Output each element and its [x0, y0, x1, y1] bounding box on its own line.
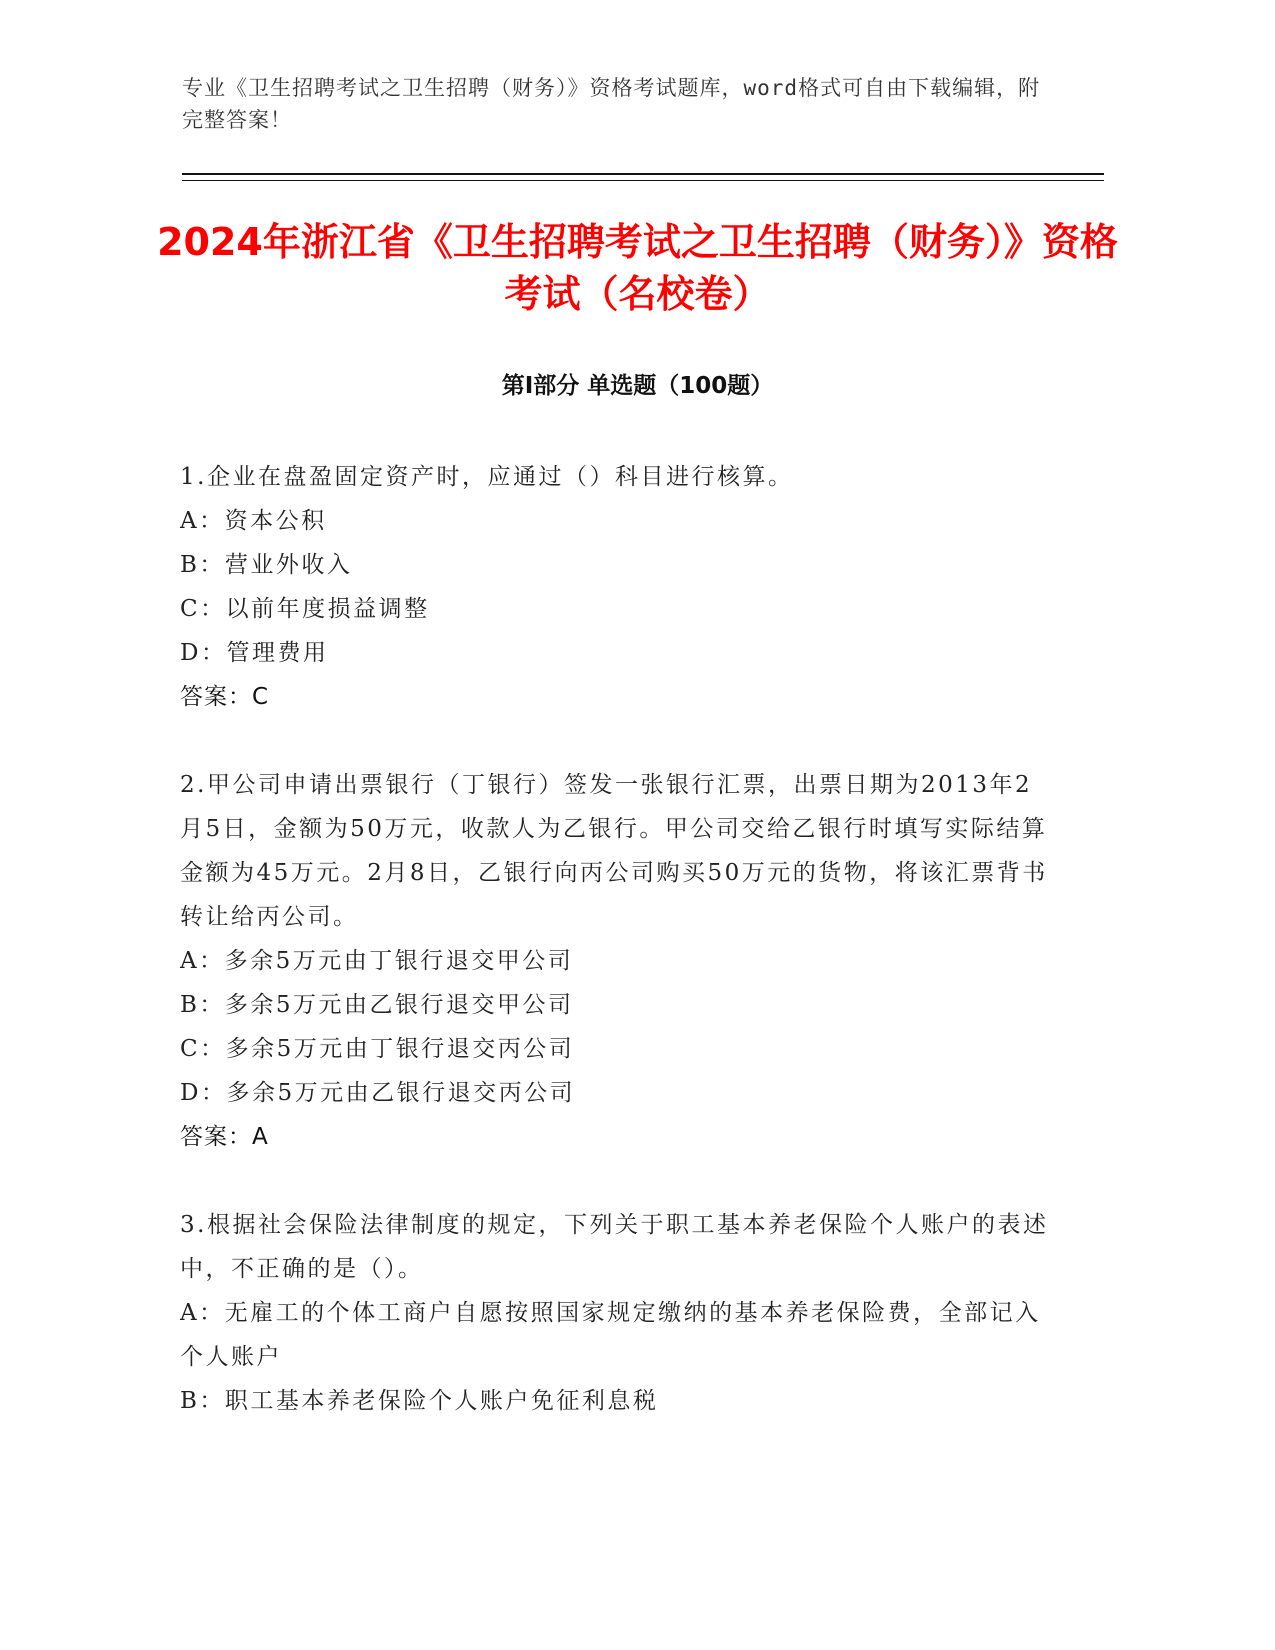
question-stem: 3.根据社会保险法律制度的规定，下列关于职工基本养老保险个人账户的表述中，不正确的是（）。: [180, 1212, 1049, 1282]
option-a: A：资本公积: [180, 508, 327, 534]
header-note: 专业《卫生招聘考试之卫生招聘（财务）》资格考试题库，word格式可自由下载编辑，附完整答案！: [182, 76, 1041, 132]
section-heading: 第Ⅰ部分 单选题（100题）: [501, 373, 774, 399]
option-c: C：多余5万元由丁银行退交丙公司: [180, 1036, 575, 1062]
option-a: A：无雇工的个体工商户自愿按照国家规定缴纳的基本养老保险费，全部记入个人账户: [180, 1300, 1041, 1370]
option-d: D：多余5万元由乙银行退交丙公司: [180, 1080, 576, 1106]
option-c: C：以前年度损益调整: [180, 596, 430, 622]
option-b: B：职工基本养老保险个人账户免征利息税: [180, 1388, 659, 1414]
document-title: 2024年浙江省《卫生招聘考试之卫生招聘（财务）》资格考试（名校卷）: [157, 220, 1118, 316]
option-d: D：管理费用: [180, 640, 329, 666]
question-stem: 2.甲公司申请出票银行（丁银行）签发一张银行汇票，出票日期为2013年2月5日，金额为50万元，收款人为乙银行。甲公司交给乙银行时填写实际结算金额为45万元。2月8日，乙银行向丙公司购买50万元的货物，将该汇票背书转让给丙公司。: [180, 772, 1048, 930]
question-3: [180, 1203, 1050, 1423]
answer: 答案：A: [180, 1124, 269, 1150]
question-list: [180, 455, 1050, 1467]
header-divider-thin: [182, 180, 1104, 181]
answer: 答案：C: [180, 684, 270, 710]
question-2: [180, 763, 1050, 1159]
question-stem: 1.企业在盘盈固定资产时，应通过（）科目进行核算。: [180, 464, 794, 490]
option-b: B：营业外收入: [180, 552, 353, 578]
option-a: A：多余5万元由丁银行退交甲公司: [180, 948, 574, 974]
option-b: B：多余5万元由乙银行退交甲公司: [180, 992, 574, 1018]
header-divider-thick: [182, 173, 1104, 175]
question-1: [180, 455, 1050, 719]
